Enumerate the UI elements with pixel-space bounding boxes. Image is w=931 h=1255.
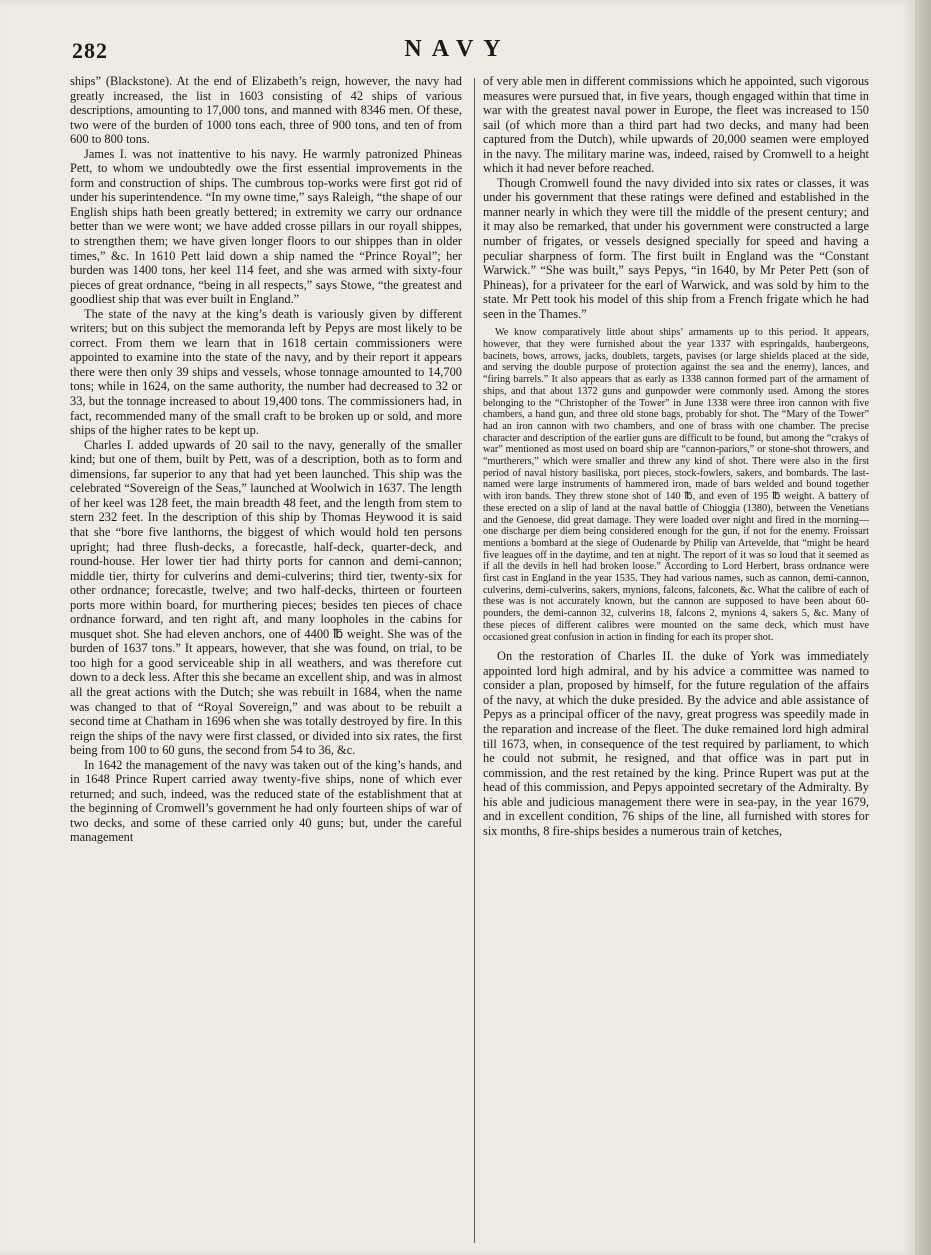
paragraph: Though Cromwell found the navy divided into six rates or classes, it was under his government that these ratings were defined and established in the manner nearly in which they were till the middle of the present century; and it may also be remarked, that under his government were constructed a large number of frigates, or vessels designed specially for speed and having a peculiar sharpness of form. The first built in England was the “Constant Warwick.” “She was built,” says Pepys, “in 1640, by Mr Peter Pett (son of Phineas), for a privateer for the earl of Warwick, and was sold by him to the state. Mr Pett took his model of this ship from a French frigate which he had seen in the Thames.” (483, 175, 869, 321)
right-column (483, 74, 869, 838)
page-number: 282 (72, 38, 108, 63)
paragraph: On the restoration of Charles II. the duke of York was immediately appointed lord high admiral, and by his advice a committee was named to consider a plan, proposed by himself, for the future regulation of the affairs of the navy, at which the duke presided. By the advice and able assistance of Pepys as a principal officer of the navy, great progress was speedily made in the reparation and increase of the fleet. The duke remained lord high admiral till 1673, when, in consequence of the test required by parliament, to which he could not submit, he resigned, and that office was in part put in commission, and the rest retained by the king. Prince Rupert was put at the head of this commission, and Pepys appointed secretary of the Admiralty. By his able and judicious management there were in sea-pay, in the year 1679, and in excellent condition, 76 ships of the line, all furnished with stores for six months, 8 fire-ships besides a numerous train of ketches, (483, 649, 869, 838)
footnote: We know comparatively little about ships’ armaments up to this period. It appears, however, that they were furnished about the year 1337 with espringalds, haubergeons, bacinets, bows, arrows, jacks, doublets, targets, pavises (or large shields placed at the side, and serving the double purpose of protection against the sea and the enemy), lances, and “firing barrels.” It also appears that as early as 1338 cannon formed part of the armament of ships, and that about 1372 guns and gunpowder were commonly used. Among the stores belonging to the “Christopher of the Tower” in June 1338 were three iron cannon with five chambers, a hand gun, and three old stone bags, probably for shot. The “Mary of the Tower” had an iron cannon with two chambers, and one of brass with one chamber. The precise character and description of the earlier guns are difficult to be found, but among the “crakys of war” mentioned as most used on board ship are “cannon-pariors,” or stone-shot throwers, and “murtherers,” which were smaller and threw any kind of shot. There were also in the first period of naval history basiliska, port pieces, stock-fowlers, sakers, and bombards. The last-named were large instruments of hammered iron, made of bars welded and bound together with iron bands. They threw stone shot of 140 ℔, and even of 195 ℔ weight. A battery of these erected on a slip of land at the naval battle of Chioggia (1380), between the Venetians and the Genoese, did great damage. They were loaded over night and fired in the morning—one discharge per diem being considered enough for the gun, if not for the enemy. Froissart mentions a bombard at the siege of Oudenarde by Philip van Artevelde, that “might be heard five leagues off in the daytime, and ten at night. The report of it was so loud that it seemed as if all the devils in hell had broken loose.” According to Lord Herbert, brass ordnance were first cast in England in the year 1535. They had various names, such as cannon, demi-cannon, culverins, demi-culverins, sakers, mynions, falcons, falconets, &c. What the calibre of each of these was is not accurately known, but the cannon are supposed to have been about 60-pounders, the demi-cannon 32, culverins 18, falcons 2, mynions 4, sakers 5, &c. Many of these pieces of different calibres were mounted on the same deck, which must have occasioned great confusion in action in finding for each its proper shot. (483, 327, 869, 643)
running-head: NAVY (404, 36, 511, 62)
column-rule (474, 78, 475, 1243)
paragraph: Charles I. added upwards of 20 sail to the navy, generally of the smaller kind; but one of them, built by Pett, was of a description, both as to form and dimensions, far superior to any that had yet been launched. This ship was the celebrated “Sovereign of the Seas,” launched at Woolwich in 1637. The length of her keel was 128 feet, the main breadth 48 feet, and the length from stem to stern 232 feet. In the description of this ship by Thomas Heywood it is said that she “bore five lanthorns, the biggest of which would hold ten persons upright; had three flush-decks, a forecastle, half-deck, quarter-deck, and round-house. Her lower tier had thirty ports for cannon and demi-cannon; middle tier, thirty for culverins and demi-culverins; third tier, twenty-six for other ordnance; forecastle, twelve; and two half-decks, thirteen or fourteen ports more within board, for murthering pieces; besides ten pieces of chace ordnance forward, and ten right aft, and many loopholes in the cabins for musquet shot. She had eleven anchors, one of 4400 ℔ weight. She was of the burden of 1637 tons.” It appears, however, that she was found, on trial, to be too high for a good serviceable ship in all weathers, and was therefore cut down to a deck less. After this she became an excellent ship, and was in almost all the great actions with the Dutch; she was rebuilt in 1684, when the name was changed to that of “Royal Sovereign,” and was about to be rebuilt a second time at Chatham in 1696 when she was totally destroyed by fire. In this reign the ships of the navy were first classed, or divided into six rates, the first being from 100 to 60 guns, the second from 54 to 36, &c. (70, 437, 462, 758)
left-column (70, 74, 462, 845)
paragraph: In 1642 the management of the navy was taken out of the king’s hands, and in 1648 Prince Rupert carried away twenty-five ships, none of which ever returned; and such, indeed, was the reduced state of the establishment that at the beginning of Cromwell’s government he had only fourteen ships of war of two decks, and some of these carried only 40 guns; but, under the careful management (70, 757, 462, 845)
paragraph: The state of the navy at the king’s death is variously given by different writers; but on this subject the memoranda left by Pepys are most likely to be correct. From them we learn that in 1618 certain commissioners were appointed to examine into the state of the navy, and by their report it appears there were then only 39 ships and vessels, whose tonnage amounted to 14,700 tons; while in 1624, on the same authority, the number had decreased to 32 or 33, but the tonnage increased to about 19,400 tons. The commissioners had, in fact, recommended many of the small craft to be broken up or sold, and more ships of the higher rates to be kept up. (70, 306, 462, 438)
paragraph: ships” (Blackstone). At the end of Elizabeth’s reign, however, the navy had greatly increased, the list in 1603 consisting of 42 ships of various descriptions, amounting to 17,000 tons, and manned with 8346 men. Of these, two were of the burden of 1000 tons each, three of 900 tons, and ten of from 600 to 800 tons. (70, 74, 462, 147)
paragraph: of very able men in different commissions which he appointed, such vigorous measures were pursued that, in five years, though engaged within that time in war with the greatest naval power in Europe, the fleet was increased to 150 sail (of which more than a third part had two decks, and many had been captured from the Dutch), while upwards of 20,000 seamen were employed in the navy. The military marine was, indeed, raised by Cromwell to a height which it had never before reached. (483, 74, 869, 176)
page-edge (915, 0, 931, 1255)
paragraph: James I. was not inattentive to his navy. He warmly patronized Phineas Pett, to whom we undoubtedly owe the first essential improvements in the form and construction of ships. The cumbrous top-works were first got rid of under his superintendence. “In my owne time,” says Raleigh, “the shape of our English ships hath been greatly bettered; in extremity we carry our ordnance better than we were wont; we have added crosse pillars in our royall shippes, to strengthen them; we have given longer floors to our shippes than in older times,” &c. In 1610 Pett laid down a ship named the “Prince Royal”; her burden was 1400 tons, her keel 114 feet, and she was armed with sixty-four pieces of great ordnance, “being in all respects,” says Stowe, “the greatest and goodliest ship that was ever built in England.” (70, 146, 462, 307)
